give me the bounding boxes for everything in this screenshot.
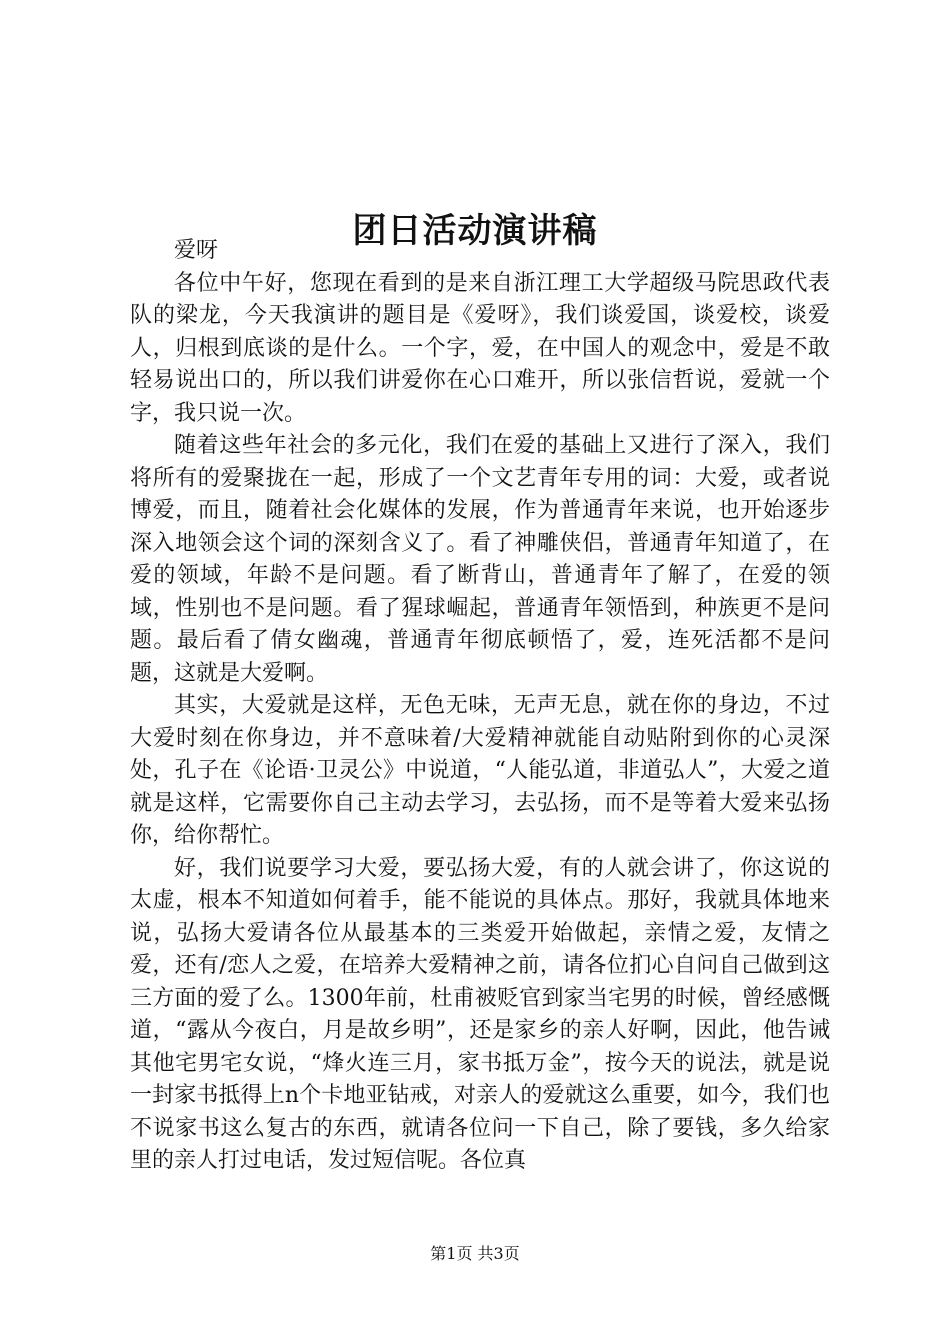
page-footer: 第1页 共3页	[430, 1244, 520, 1263]
document-title: 团日活动演讲稿	[352, 210, 598, 251]
document-body	[130, 235, 830, 1178]
paragraph: 好，我们说要学习大爱，要弘扬大爱，有的人就会讲了，你这说的太虚，根本不知道如何着手，能不能说的具体点。那好，我就具体地来说，弘扬大爱请各位从最基本的三类爱开始做起，亲情之爱，友情之爱，还有/恋人之爱，在培养大爱精神之前，请各位扪心自问自己做到这三方面的爱了么。1300年前，杜甫被贬官到家当宅男的时候，曾经感慨道，“露从今夜白，月是故乡明”，还是家乡的亲人好啊，因此，他告诫其他宅男宅女说，“烽火连三月，家书抵万金”，按今天的说法，就是说一封家书抵得上n个卡地亚钻戒，对亲人的爱就这么重要，如今，我们也不说家书这么复古的东西，就请各位问一下自己，除了要钱，多久给家里的亲人打过电话，发过短信呢。各位真	[130, 855, 830, 1173]
paragraph: 随着这些年社会的多元化，我们在爱的基础上又进行了深入，我们将所有的爱聚拢在一起，形成了一个文艺青年专用的词：大爱，或者说博爱，而且，随着社会化媒体的发展，作为普通青年来说，也开始逐步深入地领会这个词的深刻含义了。看了神雕侠侣，普通青年知道了，在爱的领域，年龄不是问题。看了断背山，普通青年了解了，在爱的领域，性别也不是问题。看了猩球崛起，普通青年领悟到，种族更不是问题。最后看了倩女幽魂，普通青年彻底顿悟了，爱，连死活都不是问题，这就是大爱啊。	[130, 433, 830, 686]
paragraph: 各位中午好，您现在看到的是来自浙江理工大学超级马院思政代表队的梁龙，今天我演讲的题目是《爱呀》，我们谈爱国，谈爱校，谈爱人，归根到底谈的是什么。一个字，爱，在中国人的观念中，爱是不敢轻易说出口的，所以我们讲爱你在心口难开，所以张信哲说，爱就一个字，我只说一次。	[130, 270, 830, 426]
paragraph: 爱呀	[174, 238, 219, 263]
paragraph: 其实，大爱就是这样，无色无味，无声无息，就在你的身边，不过大爱时刻在你身边，并不意味着/大爱精神就能自动贴附到你的心灵深处，孔子在《论语·卫灵公》中说道，“人能弘道，非道弘人”，大爱之道就是这样，它需要你自己主动去学习，去弘扬，而不是等着大爱来弘扬你，给你帮忙。	[130, 693, 830, 848]
